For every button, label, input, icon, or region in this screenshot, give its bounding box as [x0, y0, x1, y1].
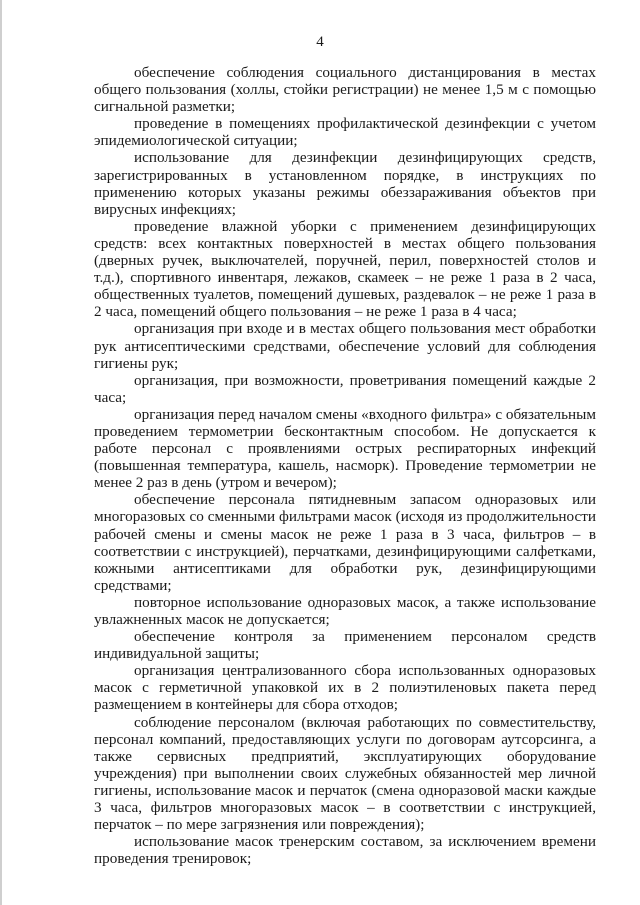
paragraph-mask-supply: обеспечение персонала пятидневным запасом одноразовых или многоразовых со сменными фильтрами масок (исходя из продолжительности рабочей смены и смены масок не реже 1 раза в 3 часа, фильтров – в соответствии с инструкцией), перчатками, дезинфицирующими салфетками, кожными антисептиками для обработки рук, дезинфицирующими средствами; — [94, 491, 596, 594]
paragraph-entry-filter: организация перед началом смены «входного фильтра» с обязательным проведением термометрии бесконтактным способом. Не допускается к работе персонал с проявлениями острых респираторных инфекций (повышенная температура, кашель, насморк). Проведение термометрии не менее 2 раз в день (утром и вечером); — [94, 405, 596, 492]
paragraph-wet-cleaning: проведение влажной уборки с применением дезинфицирующих средств: всех контактных поверхностей в местах общего пользования (дверных ручек, выключателей, поручней, перил, поверхностей столов и т.д.), спортивного инвентаря, лежаков, скамеек – не реже 1 раза в 2 часа, общественных туалетов, помещений душевых, раздевалок – не реже 1 раза в 2 часа, помещений общего пользования – не реже 1 раза в 4 часа; — [94, 217, 596, 321]
paragraph-social-distancing: обеспечение соблюдения социального дистанцирования в местах общего пользования (холлы, стойки регистрации) не менее 1,5 м с помощью сигнальной разметки; — [94, 64, 596, 116]
paragraph-mask-reuse: повторное использование одноразовых масок, а также использование увлажненных масок не допускается; — [94, 593, 596, 628]
paragraph-mask-collection: организация централизованного сбора использованных одноразовых масок с герметичной упаковкой их в 2 полиэтиленовых пакета перед размещением в контейнеры для сбора отходов; — [94, 662, 596, 714]
document-body — [94, 64, 596, 867]
paragraph-ppe-control: обеспечение контроля за применением персоналом средств индивидуальной защиты; — [94, 628, 596, 663]
paragraph-hand-antiseptic: организация при входе и в местах общего пользования мест обработки рук антисептическими средствами, обеспечение условий для соблюдения гигиены рук; — [94, 320, 596, 372]
paragraph-ventilation: организация, при возможности, проветривания помещений каждые 2 часа; — [94, 371, 596, 406]
paragraph-personal-hygiene: соблюдение персоналом (включая работающих по совместительству, персонал компаний, предоставляющих услуги по договорам аутсорсинга, а также сервисных предприятий, эксплуатирующих оборудование учреждения) при выполнении своих служебных обязанностей мер личной гигиены, использование масок и перчаток (смена одноразовой маски каждые 3 часа, фильтров многоразовых масок – в соответствии с инструкцией, перчаток – по мере загрязнения или повреждения); — [94, 713, 596, 834]
paragraph-disinfectant-usage: использование для дезинфекции дезинфицирующих средств, зарегистрированных в установленном порядке, в инструкциях по применению которых указаны режимы обеззараживания объектов при вирусных инфекциях; — [94, 149, 596, 218]
paragraph-preventive-disinfection: проведение в помещениях профилактической дезинфекции с учетом эпидемиологической ситуации; — [94, 115, 596, 150]
scan-edge — [0, 0, 2, 905]
paragraph-coach-masks: использование масок тренерским составом, за исключением времени проведения тренировок; — [94, 833, 596, 868]
page-number: 4 — [316, 34, 324, 50]
